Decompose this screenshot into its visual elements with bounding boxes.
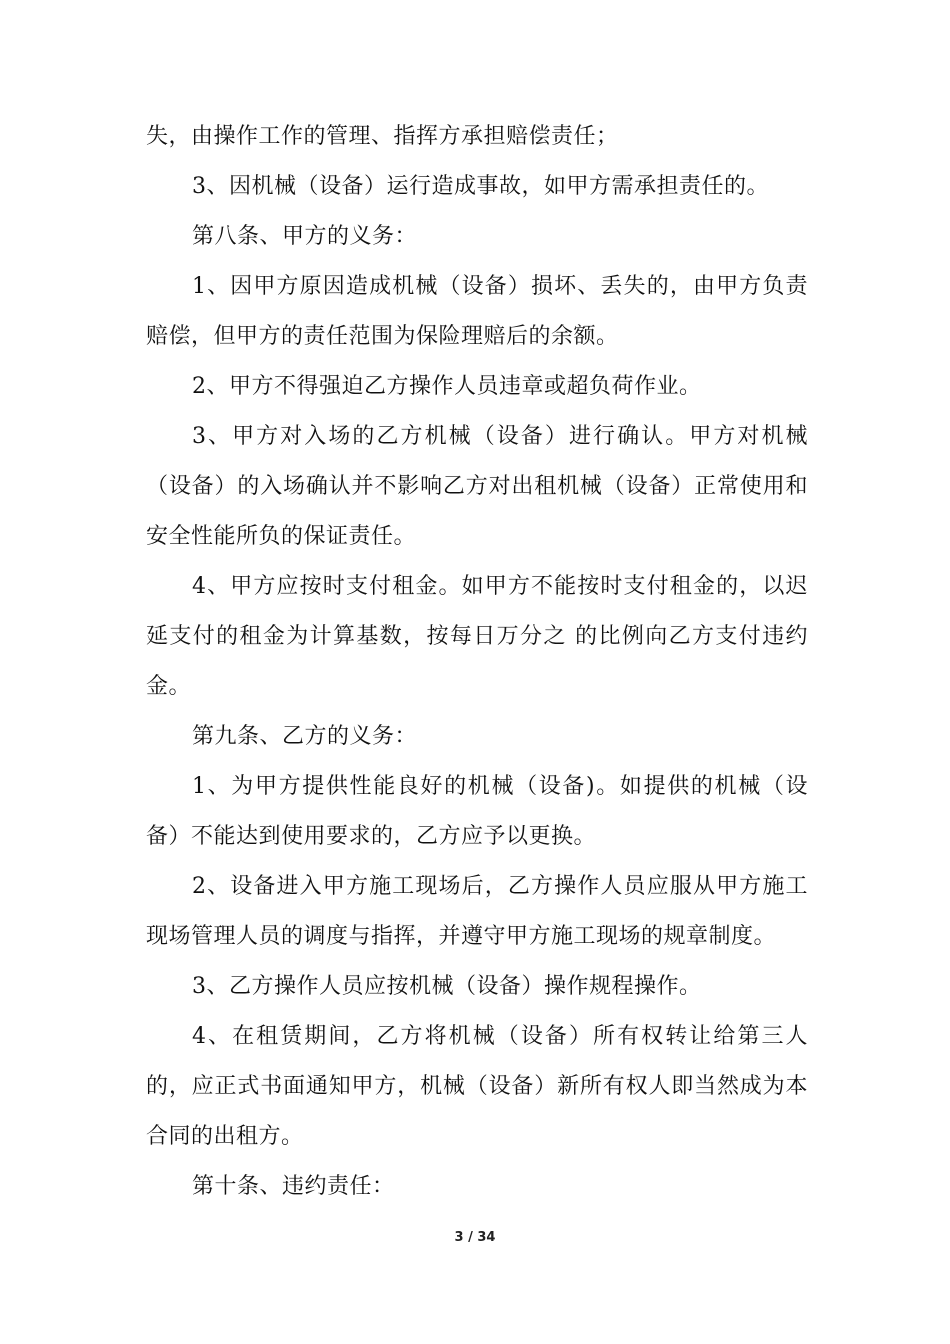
page-number: 3 / 34 <box>454 1230 496 1245</box>
document-body <box>146 112 808 1212</box>
heading-article-8: 第八条、甲方的义务： <box>192 224 418 249</box>
paragraph-article-8-item-2: 2、甲方不得强迫乙方操作人员违章或超负荷作业。 <box>192 374 702 399</box>
paragraph-article-9-item-4: 4、在租赁期间，乙方将机械（设备）所有权转让给第三人的，应正式书面通知甲方，机械（设备）新所有权人即当然成为本合同的出租方。 <box>146 1024 808 1149</box>
paragraph-continuation: 失，由操作工作的管理、指挥方承担赔偿责任； <box>146 124 619 149</box>
paragraph-clause-7-item-3: 3、因机械（设备）运行造成事故，如甲方需承担责任的。 <box>192 174 769 199</box>
paragraph-article-9-item-2: 2、设备进入甲方施工现场后，乙方操作人员应服从甲方施工现场管理人员的调度与指挥，并遵守甲方施工现场的规章制度。 <box>146 874 808 949</box>
paragraph-article-9-item-3: 3、乙方操作人员应按机械（设备）操作规程操作。 <box>192 974 702 999</box>
paragraph-article-8-item-3: 3、甲方对入场的乙方机械（设备）进行确认。甲方对机械（设备）的入场确认并不影响乙方对出租机械（设备）正常使用和安全性能所负的保证责任。 <box>146 424 808 549</box>
paragraph-article-9-item-1: 1、为甲方提供性能良好的机械（设备)。如提供的机械（设备）不能达到使用要求的，乙方应予以更换。 <box>146 774 808 849</box>
heading-article-9: 第九条、乙方的义务： <box>192 724 418 749</box>
heading-article-10: 第十条、违约责任： <box>192 1174 395 1199</box>
paragraph-article-8-item-4: 4、甲方应按时支付租金。如甲方不能按时支付租金的，以迟延支付的租金为计算基数，按每日万分之 的比例向乙方支付违约金。 <box>146 574 808 699</box>
paragraph-article-8-item-1: 1、因甲方原因造成机械（设备）损坏、丢失的，由甲方负责赔偿，但甲方的责任范围为保险理赔后的余额。 <box>146 274 808 349</box>
